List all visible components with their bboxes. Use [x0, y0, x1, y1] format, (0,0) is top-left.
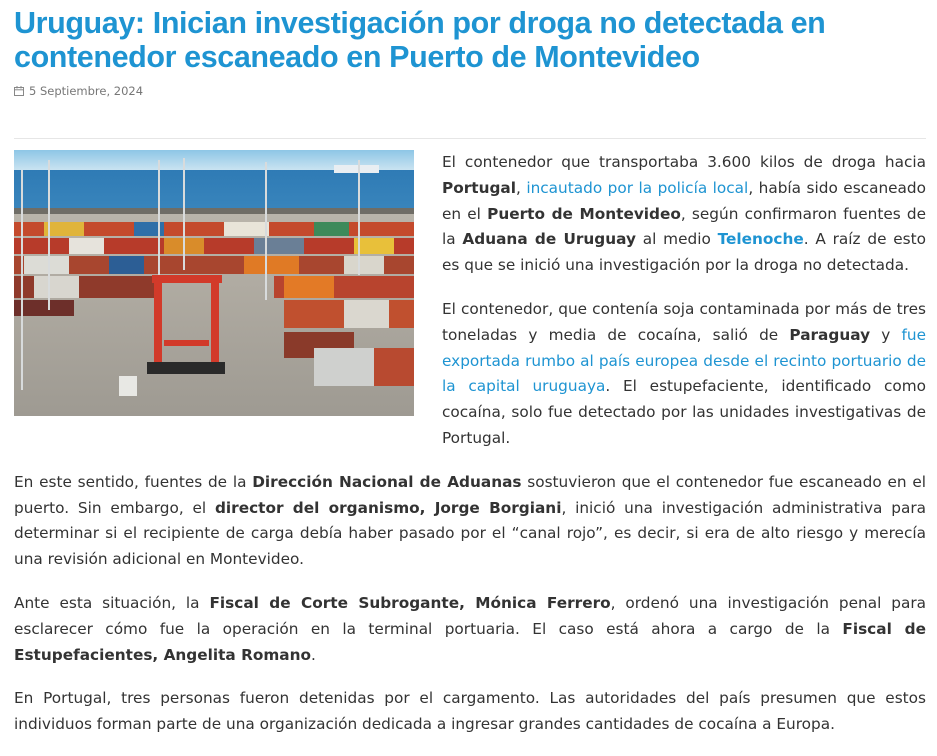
paragraph-2: El contenedor, que contenía soja contaminada por más de tres toneladas y media de cocaína, salió de Paraguay y fue exportada rumbo al país europea desde el recinto portuario de la capital uruguaya. El estupefaciente, identificado como cocaína, solo fue detectado por las unidades investigativas de Portugal. — [442, 299, 926, 447]
calendar-icon — [14, 86, 24, 96]
paragraph-1: El contenedor que transportaba 3.600 kilos de droga hacia Portugal, incautado por la policía local, había sido escaneado en el Puerto de Montevideo, según confirmaron fuentes de la Aduana de Uruguay al medio Telenoche. A raíz de esto es que se inició una investigación por la droga no detectada. — [442, 153, 926, 275]
port-container-photo — [14, 150, 414, 416]
paragraph-3: En este sentido, fuentes de la Dirección Nacional de Aduanas sostuvieron que el contenedor fue escaneado en el puerto. Sin embargo, el director del organismo, Jorge Borgiani, inició una investigación administrativa para determinar si el recipiente de carga debía haber pasado por el “canal rojo”, es decir, si era de alto riesgo y merecía una revisión adicional en Montevideo. — [14, 472, 926, 569]
article-title: Uruguay: Inician investigación por droga no detectada en contenedor escaneado en Puerto de Montevideo — [14, 6, 826, 74]
article-meta — [14, 84, 143, 98]
paragraph-4: Ante esta situación, la Fiscal de Corte Subrogante, Mónica Ferrero, ordenó una investigación penal para esclarecer cómo fue la operación en la terminal portuaria. El caso está ahora a cargo de la Fiscal de Estupefacientes, Angelita Romano. — [14, 593, 926, 664]
divider — [14, 138, 926, 139]
article-body — [14, 150, 926, 756]
link-incautado[interactable]: incautado por la policía local — [526, 178, 749, 197]
link-exportada[interactable]: fue exportada rumbo al país europea desde el recinto portuario de la capital uruguaya — [442, 325, 926, 396]
link-telenoche[interactable]: Telenoche — [717, 230, 804, 249]
paragraph-5: En Portugal, tres personas fueron detenidas por el cargamento. Las autoridades del país presumen que estos individuos forman parte de una organización dedicada a ingresar grandes cantidades de cocaína a Europa. — [14, 689, 926, 734]
article-date: 5 Septiembre, 2024 — [29, 84, 144, 98]
